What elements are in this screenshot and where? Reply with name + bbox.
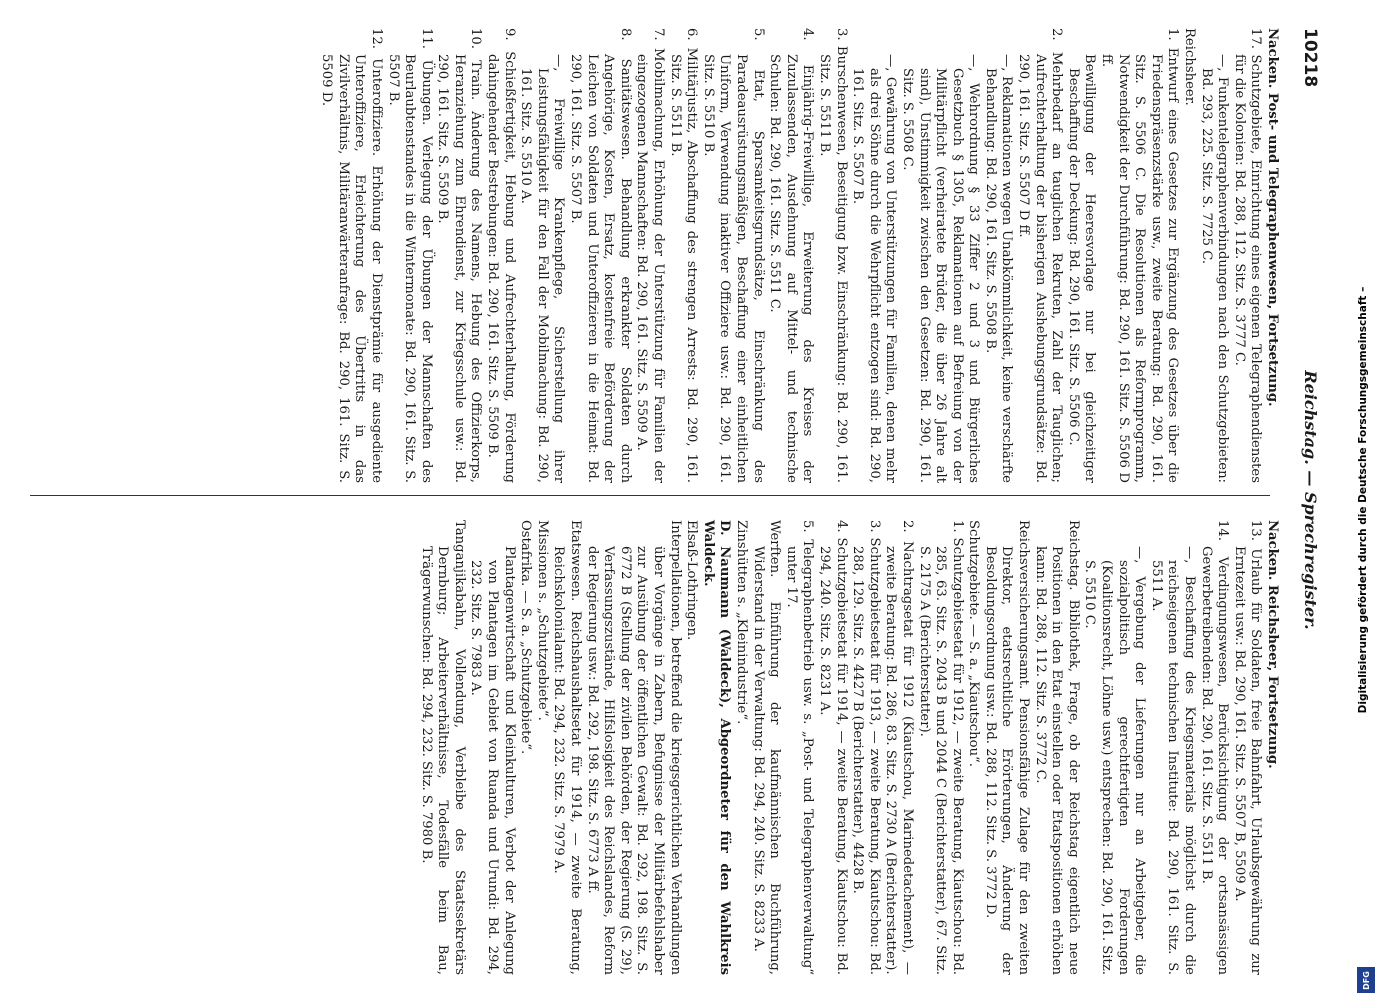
left-column-entry: 9. Schießfertigkeit, Hebung und Aufrechterhaltung, Förderung dahingehender Bestrebungen: Bd. 290, 161. Sitz. S. 5509 B.: [485, 28, 517, 483]
right-column-entry: Werften. Einführung der kaufmännischen Buchführung, Widerstand in der Verwaltung: Bd. 294, 240. Sitz. S. 8233 A.: [750, 520, 783, 975]
right-column-entry: —, Vergebung der Lieferungen nur an Arbeitgeber, die sozialpolitisch gerechtfertigten Forderungen (Koalitionsrecht, Löhne usw.) entsprechen: Bd. 290, 161. Sitz. S. 5510 C.: [1082, 546, 1148, 975]
left-column-entry: Reichsheer.: [1182, 28, 1198, 106]
right-column: [417, 520, 1280, 975]
digitization-credit: [1343, 0, 1383, 1000]
left-column-entry: —, Freiwillige Krankenpflege, Sicherstellung ihrer Leistungsfähigkeit für den Fall der Mobilmachung: Bd. 290, 161. Sitz. S. 5510 A.: [518, 54, 567, 483]
left-column-entry: 3. Burschenwesen, Beseitigung bzw. Einschränkung: Bd. 290, 161. Sitz. S. 5511 B.: [816, 28, 849, 483]
right-column-entry: Interpellationen, betreffend die kriegsgerichtlichen Verhandlungen über Vorgänge in Zabern, Befugnisse der Militärbefehlshaber zur Ausübung der öffentlichen Gewalt: Bd. 292, 198. Sitz. S. 6772 B (Stellung der zivilen Behörden, der Regierung (S. 29), Verfassungszustände, Hilfslosigkeit des Reichslandes, Reform der Regierung usw.: Bd. 292, 198. Sitz. S. 6773 A ff.: [584, 520, 683, 975]
left-column-entry: 8. Sanitätswesen. Behandlung erkrankter Soldaten durch Angehörige, Kosten, Ersatz, kostenfreie Beförderung der Leichen von Soldaten und Unteroffizieren in die Heimat: Bd. 290, 161. Sitz. S. 5507 B.: [568, 28, 633, 483]
right-column-entry: Elsaß-Lothringen.: [684, 520, 700, 641]
right-column-entry: 3. Schutzgebietsetat für 1913, — zweite Beratung, Kiautschou: Bd. 288, 129. Sitz. S. 4427 B (Berichterstatter), 4428 B.: [850, 520, 882, 975]
right-column-entry: Ostafrika. — S. a. „Schutzgebiete“.: [518, 520, 534, 755]
left-column-entry: —, Wehrordnung § 33 Ziffer 2 und 3 und Bürgerliches Gesetzbuch § 1305, Reklamationen auf Befreiung von der Militärpflicht (verheiratete Brüder, die über 26 Jahre alt sind), Unstimmigkeit zwischen den Gesetzen: Bd. 290, 161. Sitz. S. 5508 C.: [899, 54, 982, 483]
left-column-entry: 2. Mehrbedarf an tauglichen Rekruten, Zahl der Tauglichen; Aufrechterhaltung der bisherigen Aushebungsgrundsätze: Bd. 290, 161. Sitz. S. 5507 D ff.: [1016, 28, 1065, 483]
left-column: [318, 28, 1280, 483]
left-column-entry: 6. Militärjustiz, Abschaffung des strengen Arrests: Bd. 290, 161. Sitz. S. 5511 B.: [667, 28, 700, 483]
right-column-entry: Reichsversicherungsamt. Pensionsfähige Zulage für den zweiten Direktor, etatsrechtliche Erörterungen, Änderung der Besoldungsordnung usw.: Bd. 288, 112. Sitz. S. 3772 D.: [982, 520, 1032, 975]
right-column-entry: Plantagenwirtschaft und Kleinkulturen, Verbot der Anlegung von Plantagen im Gebiet von Ruanda und Urundi: Bd. 294, 232. Sitz. S. 7983 A.: [468, 546, 517, 975]
right-column-entry: D. Naumann (Waldeck), Abgeordneter für den Wahlkreis Waldeck.: [700, 520, 733, 975]
left-column-entry: —, Gewährung von Unterstützungen für Familien, denen mehr als drei Söhne durch die Wehrpflicht entzogen sind: Bd. 290, 161. Sitz. S. 5507 B.: [850, 54, 899, 483]
left-column-entry: —, Reklamationen wegen Unabkömmlichkeit, keine verschärfte Behandlung: Bd. 290, 161. Sitz. S. 5508 B.: [982, 54, 1015, 483]
left-column-entry: 12. Unteroffiziere. Erhöhung der Dienstprämie für ausgediente Unteroffiziere, Erleichterung des Übertritts in das Zivilverhältnis, Militäranwärteranfrage: Bd. 290, 161. Sitz. S. 5509 D.: [319, 28, 384, 483]
dfg-logo-text: DFG: [1361, 970, 1371, 990]
right-column-entry: 4. Schutzgebietsetat für 1914, — zweite Beratung, Kiautschou: Bd. 294, 240. Sitz. S. 8231 A.: [816, 520, 849, 975]
right-column-entry: Reichstag. Bibliothek, Frage, ob der Reichstag eigentlich neue Positionen in den Etat einstellen oder Etatspositionen erhöhen kann: Bd. 288, 112. Sitz. S. 3772 C.: [1032, 520, 1081, 975]
right-column-entry: Schutzgebiete. — S. a. „Kiautschou“.: [966, 520, 982, 767]
left-column-entry: 11. Übungen. Verlegung der Übungen der Mannschaften des Beurlaubtenstandes in die Wintermonate: Bd. 290, 161. Sitz. S. 5507 B.: [385, 28, 434, 483]
left-column-entry: 1. Entwurf eines Gesetzes zur Ergänzung des Gesetzes über die Friedenspräsenzstärke usw., zweite Beratung: Bd. 290, 161. Sitz. S. 5506 C. Die Resolutionen als Reformprogramm, Notwendigkeit der Durchführung: Bd. 290, 161. Sitz. S. 5506 D ff.: [1099, 28, 1181, 483]
right-column-entry: Etatswesen. Reichshaushaltsetat für 1914, — zweite Beratung, Reichskolonialamt: Bd. 294, 232. Sitz. S. 7979 A.: [551, 520, 584, 975]
column-divider: [30, 495, 1270, 496]
left-column-entry: —, Funkentelegraphenverbindungen nach den Schutzgebieten: Bd. 293, 225. Sitz. S. 7725 C.: [1198, 54, 1231, 483]
left-column-entry: 5. Etat, Sparsamkeitsgrundsätze, Einschränkung des Paradeausrüstungsmäßigen, Beschaffung einer einheitlichen Uniform, Verwendung inaktiver Offiziere usw.: Bd. 290, 161. Sitz. S. 5510 B.: [700, 28, 766, 483]
right-column-entry: 13. Urlaub für Soldaten, freie Bahnfahrt, Urlaubsgewährung zur Erntezeit usw.: Bd. 290, 161. Sitz. S. 5507 B, 5509 A.: [1231, 520, 1264, 975]
left-column-entry: Nacken. Post- und Telegraphenwesen, Fortsetzung.: [1265, 28, 1280, 407]
left-column-entry: 4. Einjährig-Freiwillige, Erweiterung des Kreises der Zuzulassenden, Ausdehnung auf Mittel- und technische Schulen: Bd. 290, 161. Sitz. S. 5511 C.: [767, 28, 816, 483]
right-column-entry: —, Beschaffung des Kriegsmaterials möglichst durch die reichseigenen technischen Institute: Bd. 290, 161. Sitz. S. 5511 A.: [1148, 546, 1198, 975]
right-column-entry: Nacken. Reichsheer, Fortsetzung.: [1265, 520, 1280, 769]
left-column-entry: 10. Train. Änderung des Namens, Hebung des Offizierkorps, Heranziehung zum Ehrendienst, zur Kriegsschule usw.: Bd. 290, 161. Sitz. S. 5509 B.: [435, 28, 484, 483]
dfg-logo: [1357, 967, 1375, 993]
right-column-entry: 14. Verdingungswesen, Berücksichtigung der ortsansässigen Gewerbetreibenden: Bd. 290, 161. Sitz. S. 5511 B.: [1198, 520, 1231, 975]
right-column-entry: Tanganjikabahn, Vollendung, Verbleibe des Staatssekretärs Dernburg; Arbeiterverhältnisse, Todesfälle beim Bau, Trägerwunschen: Bd. 294, 232. Sitz. S. 7980 B.: [418, 520, 467, 975]
left-column-entry: Bewilligung der Heeresvorlage nur bei gleichzeitiger Beschaffung der Deckung: Bd. 290, 161. Sitz. S. 5506 C.: [1065, 54, 1098, 483]
running-title: Reichstag. — Sprechregister.: [1301, 370, 1320, 630]
right-column-entry: Zinshütten s. „Kleinindustrie“.: [734, 520, 749, 725]
right-column-entry: 5. Telegraphenbetrieb usw. s. „Post- und Telegraphenverwaltung“ unter 17.: [783, 520, 816, 975]
page-header: [1280, 0, 1330, 1000]
right-column-entry: Missionen s. „Schutzgebiete“.: [534, 520, 550, 721]
right-column-entry: 1. Schutzgebietsetat für 1912, — zweite Beratung, Kiautschou: Bd. 285, 63. Sitz. S. 2043 B und 2044 C (Berichterstatter), 67. Sitz. S. 2175 A (Berichterstatter).: [916, 520, 965, 975]
left-column-entry: 7. Mobilmachung, Erhöhung der Unterstützung für Familien der eingezogenen Mannschaften: Bd. 290, 161. Sitz. S. 5509 A.: [634, 28, 667, 483]
credit-text: Digitalisierung gefördert durch die Deutsche Forschungsgemeinschaft –: [1357, 286, 1369, 714]
page-number: 10218: [1300, 28, 1320, 88]
right-column-entry: 2. Nachtragsetat für 1912 (Kiautschou, Marinedetachement), — zweite Beratung: Bd. 286, 83. Sitz. S. 2730 A (Berichterstatter).: [883, 520, 915, 975]
left-column-entry: 17. Schutzgebiete, Einrichtung eines eigenen Telegraphendienstes für die Kolonien: Bd. 288, 112. Sitz. S. 3777 C.: [1231, 28, 1264, 483]
